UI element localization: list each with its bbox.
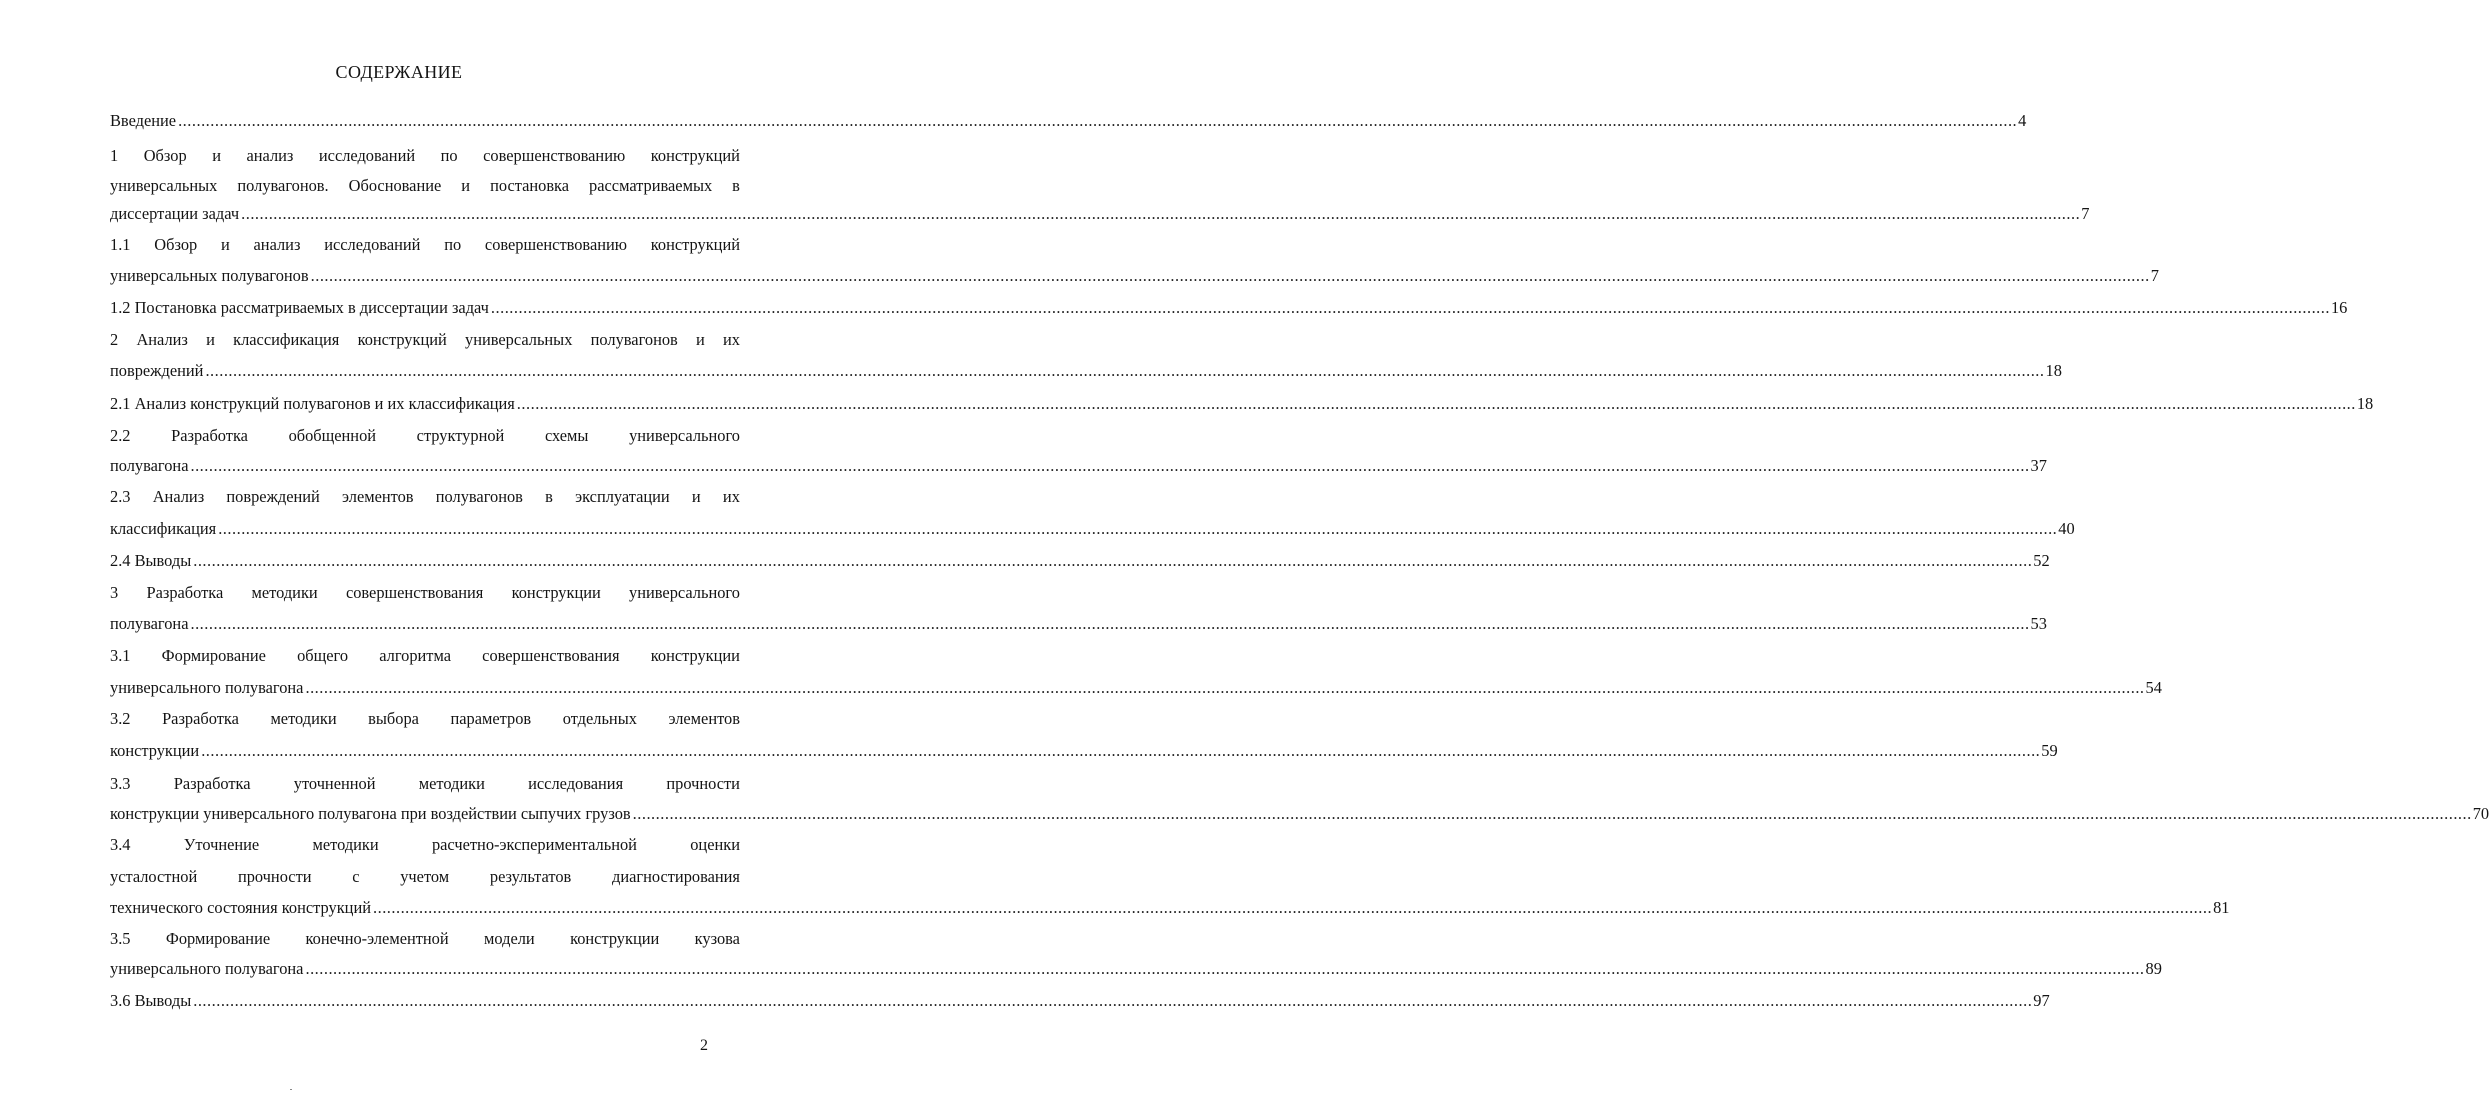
toc-line: [110, 360, 2062, 382]
toc-entry-page: 37: [2030, 456, 2047, 475]
toc-entry-page: 70: [2472, 804, 2489, 823]
toc-entry-title: технического состояния конструкций: [110, 898, 371, 917]
toc-entry-page: 7: [2150, 266, 2159, 285]
toc-line: [110, 550, 2050, 572]
dot-leader: ................................................................................................................................................................................................................................................................................................................................................................................................................: [241, 204, 2081, 223]
toc-line: 3.5 Формирование конечно-элементной модели конструкции кузова: [110, 929, 740, 948]
toc-entry-page: 18: [2045, 361, 2062, 380]
toc-line: [110, 455, 2047, 477]
dot-leader: ................................................................................................................................................................................................................................................................................................................................................................................................................: [310, 266, 2150, 285]
toc-line: 3.4 Уточнение методики расчетно-экспериментальной оценки: [110, 835, 740, 854]
toc-line: [110, 990, 2050, 1012]
dot-leader: ................................................................................................................................................................................................................................................................................................................................................................................................................: [632, 804, 2472, 823]
toc-line: 3.1 Формирование общего алгоритма совершенствования конструкции: [110, 646, 740, 665]
toc-line: [110, 393, 2374, 415]
dot-leader: ................................................................................................................................................................................................................................................................................................................................................................................................................: [178, 111, 2018, 130]
toc-entry-page: 53: [2030, 614, 2047, 633]
toc-entry-page: 16: [2330, 298, 2348, 317]
toc-entry-title: 2.1 Анализ конструкций полувагонов и их классификация: [110, 394, 515, 413]
toc-line: [110, 740, 2058, 762]
toc-line: [110, 110, 2027, 132]
toc-line: усталостной прочности с учетом результатов диагностирования: [110, 867, 740, 886]
dot-leader: ................................................................................................................................................................................................................................................................................................................................................................................................................: [305, 959, 2145, 978]
toc-entry-page: 97: [2033, 991, 2050, 1010]
toc-line: [110, 265, 2159, 287]
toc-entry-page: 4: [2018, 111, 2027, 130]
toc-entry-page: 54: [2145, 678, 2162, 697]
table-of-contents: [110, 0, 2489, 1099]
dot-leader: ................................................................................................................................................................................................................................................................................................................................................................................................................: [218, 519, 2058, 538]
toc-entry-title: конструкции: [110, 741, 200, 760]
toc-entry-page: 18: [2356, 394, 2374, 413]
scan-speck: [290, 1089, 292, 1090]
toc-line: 3.3 Разработка уточненной методики исследования прочности: [110, 774, 740, 793]
toc-line: [110, 897, 2230, 919]
toc-line: универсальных полувагонов. Обоснование и постановка рассматриваемых в: [110, 176, 740, 195]
toc-entry-title: Введение: [110, 111, 177, 130]
toc-entry-title: универсальных полувагонов: [110, 266, 309, 285]
toc-entry-page: 7: [2081, 204, 2090, 223]
toc-line: 2.2 Разработка обобщенной структурной схемы универсального: [110, 426, 740, 445]
toc-entry-title: конструкции универсального полувагона при воздействии сыпучих грузов: [110, 804, 631, 823]
toc-line: 2.3 Анализ повреждений элементов полувагонов в эксплуатации и их: [110, 487, 740, 506]
toc-line: [110, 613, 2047, 635]
dot-leader: ................................................................................................................................................................................................................................................................................................................................................................................................................: [190, 456, 2030, 475]
dot-leader: ................................................................................................................................................................................................................................................................................................................................................................................................................: [190, 614, 2030, 633]
toc-line: [110, 958, 2162, 980]
toc-entry-title: полувагона: [110, 614, 189, 633]
toc-entry-title: 2.4 Выводы: [110, 551, 192, 570]
toc-entry-title: полувагона: [110, 456, 189, 475]
toc-entry-page: 81: [2213, 898, 2230, 917]
dot-leader: ................................................................................................................................................................................................................................................................................................................................................................................................................: [201, 741, 2041, 760]
dot-leader: ................................................................................................................................................................................................................................................................................................................................................................................................................: [373, 898, 2213, 917]
toc-line: 2 Анализ и классификация конструкций универсальных полувагонов и их: [110, 330, 740, 349]
toc-entry-title: классификация: [110, 519, 217, 538]
toc-entry-page: 52: [2033, 551, 2050, 570]
toc-entry-title: диссертации задач: [110, 204, 240, 223]
toc-entry-page: 40: [2058, 519, 2075, 538]
toc-line: [110, 297, 2348, 319]
page-number: 2: [700, 1037, 708, 1054]
dot-leader: ................................................................................................................................................................................................................................................................................................................................................................................................................: [193, 991, 2033, 1010]
toc-entry-page: 59: [2041, 741, 2058, 760]
toc-entry-title: повреждений: [110, 361, 204, 380]
toc-line: [110, 677, 2162, 699]
toc-line: 1.1 Обзор и анализ исследований по совершенствованию конструкций: [110, 235, 740, 254]
page-title: СОДЕРЖАНИЕ: [335, 62, 463, 82]
toc-line: 3.2 Разработка методики выбора параметров отдельных элементов: [110, 709, 740, 728]
toc-line: [110, 203, 2090, 225]
dot-leader: ................................................................................................................................................................................................................................................................................................................................................................................................................: [490, 298, 2330, 317]
toc-entry-title: 1.2 Постановка рассматриваемых в диссертации задач: [110, 298, 489, 317]
toc-line: 3 Разработка методики совершенствования конструкции универсального: [110, 583, 740, 602]
dot-leader: ................................................................................................................................................................................................................................................................................................................................................................................................................: [516, 394, 2356, 413]
toc-line: [110, 803, 2489, 825]
dot-leader: ................................................................................................................................................................................................................................................................................................................................................................................................................: [305, 678, 2145, 697]
toc-entry-title: 3.6 Выводы: [110, 991, 192, 1010]
toc-entry-title: универсального полувагона: [110, 678, 304, 697]
dot-leader: ................................................................................................................................................................................................................................................................................................................................................................................................................: [205, 361, 2045, 380]
toc-line: 1 Обзор и анализ исследований по совершенствованию конструкций: [110, 146, 740, 165]
dot-leader: ................................................................................................................................................................................................................................................................................................................................................................................................................: [193, 551, 2033, 570]
toc-entry-page: 89: [2145, 959, 2162, 978]
toc-entry-title: универсального полувагона: [110, 959, 304, 978]
toc-line: [110, 518, 2075, 540]
